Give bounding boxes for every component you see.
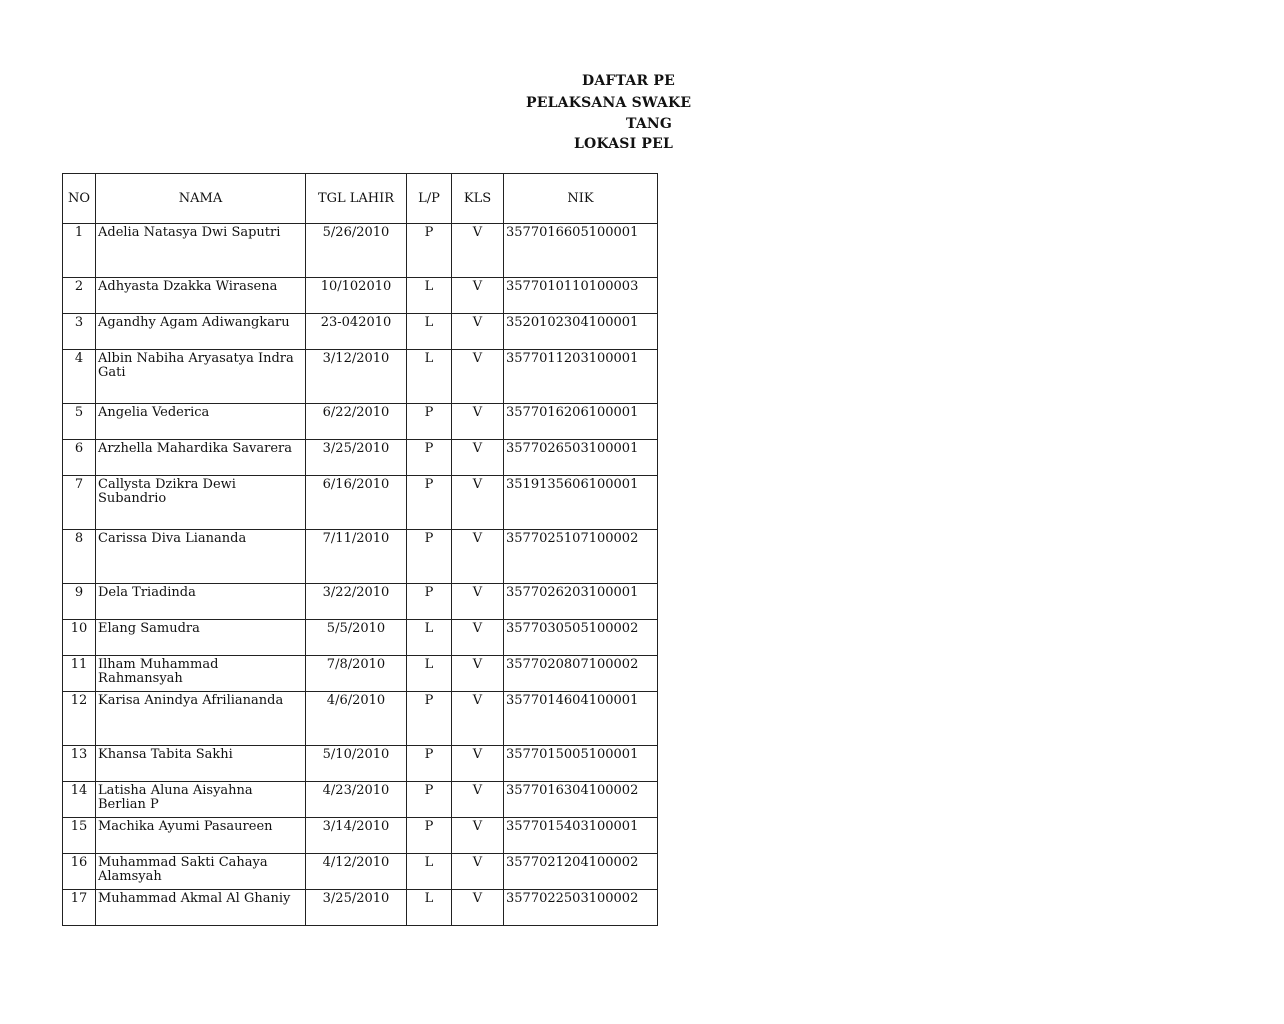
cell-lp: P [407,404,452,440]
cell-nik: 3577015403100001 [504,818,658,854]
table-row [63,620,658,656]
table-row [63,656,658,692]
cell-nik: 3577021204100002 [504,854,658,890]
cell-no: 5 [63,404,96,440]
cell-nik: 3577022503100002 [504,890,658,926]
cell-no: 14 [63,782,96,818]
cell-nama: Karisa Anindya Afriliananda [96,692,306,746]
cell-nik: 3577020807100002 [504,656,658,692]
cell-tgl-lahir: 6/16/2010 [306,476,407,530]
cell-tgl-lahir: 5/10/2010 [306,746,407,782]
table-row [63,692,658,746]
cell-tgl-lahir: 7/8/2010 [306,656,407,692]
cell-nik: 3577014604100001 [504,692,658,746]
table-row [63,782,658,818]
cell-nama: Carissa Diva Liananda [96,530,306,584]
cell-nama: Elang Samudra [96,620,306,656]
column-header-nik: NIK [504,174,658,224]
cell-no: 1 [63,224,96,278]
cell-tgl-lahir: 4/23/2010 [306,782,407,818]
cell-lp: P [407,692,452,746]
cell-kls: V [452,656,504,692]
column-header-lp: L/P [407,174,452,224]
cell-no: 3 [63,314,96,350]
cell-lp: L [407,890,452,926]
header-title-line-3: TANG [626,116,673,132]
table-row [63,530,658,584]
cell-tgl-lahir: 6/22/2010 [306,404,407,440]
cell-no: 15 [63,818,96,854]
table-row [63,854,658,890]
cell-nama: Khansa Tabita Sakhi [96,746,306,782]
cell-nik: 3577010110100003 [504,278,658,314]
cell-nama: Muhammad Akmal Al Ghaniy [96,890,306,926]
cell-lp: P [407,818,452,854]
cell-tgl-lahir: 23-042010 [306,314,407,350]
cell-nik: 3577030505100002 [504,620,658,656]
header-title-line-4: LOKASI PEL [574,136,674,152]
cell-nama: Callysta Dzikra Dewi Subandrio [96,476,306,530]
cell-tgl-lahir: 4/6/2010 [306,692,407,746]
cell-no: 4 [63,350,96,404]
cell-nama: Adhyasta Dzakka Wirasena [96,278,306,314]
cell-kls: V [452,350,504,404]
cell-nama: Machika Ayumi Pasaureen [96,818,306,854]
cell-kls: V [452,584,504,620]
cell-tgl-lahir: 7/11/2010 [306,530,407,584]
table-row [63,404,658,440]
table-row [63,350,658,404]
cell-no: 8 [63,530,96,584]
cell-lp: P [407,530,452,584]
cell-nama: Ilham Muhammad Rahmansyah [96,656,306,692]
cell-no: 17 [63,890,96,926]
cell-no: 7 [63,476,96,530]
cell-kls: V [452,818,504,854]
cell-nama: Agandhy Agam Adiwangkaru [96,314,306,350]
column-header-nama: NAMA [96,174,306,224]
cell-nama: Albin Nabiha Aryasatya Indra Gati [96,350,306,404]
table-row [63,278,658,314]
cell-lp: P [407,224,452,278]
cell-lp: L [407,620,452,656]
cell-kls: V [452,224,504,278]
cell-lp: L [407,350,452,404]
column-header-tgl-lahir: TGL LAHIR [306,174,407,224]
cell-no: 6 [63,440,96,476]
table-row [63,314,658,350]
student-list-table [62,173,658,926]
column-header-kls: KLS [452,174,504,224]
cell-nama: Muhammad Sakti Cahaya Alamsyah [96,854,306,890]
cell-tgl-lahir: 4/12/2010 [306,854,407,890]
cell-tgl-lahir: 5/26/2010 [306,224,407,278]
cell-no: 9 [63,584,96,620]
cell-tgl-lahir: 3/14/2010 [306,818,407,854]
cell-nik: 3577026203100001 [504,584,658,620]
cell-nama: Dela Triadinda [96,584,306,620]
cell-nik: 3577016206100001 [504,404,658,440]
table-row [63,224,658,278]
cell-lp: P [407,584,452,620]
column-header-no: NO [63,174,96,224]
cell-nik: 3519135606100001 [504,476,658,530]
cell-kls: V [452,530,504,584]
table-row [63,440,658,476]
cell-nik: 3577026503100001 [504,440,658,476]
cell-kls: V [452,692,504,746]
table-header-row [63,174,658,224]
cell-lp: P [407,782,452,818]
cell-tgl-lahir: 3/22/2010 [306,584,407,620]
cell-kls: V [452,782,504,818]
cell-nik: 3577016304100002 [504,782,658,818]
cell-no: 13 [63,746,96,782]
cell-nama: Angelia Vederica [96,404,306,440]
cell-kls: V [452,476,504,530]
cell-kls: V [452,278,504,314]
cell-lp: P [407,440,452,476]
cell-no: 12 [63,692,96,746]
header-title-line-2: PELAKSANA SWAKE [526,95,692,111]
cell-tgl-lahir: 5/5/2010 [306,620,407,656]
cell-tgl-lahir: 3/25/2010 [306,440,407,476]
header-title-line-1: DAFTAR PE [582,73,675,89]
cell-lp: L [407,656,452,692]
table-row [63,818,658,854]
cell-lp: P [407,746,452,782]
table-row [63,476,658,530]
cell-no: 11 [63,656,96,692]
cell-nik: 3577016605100001 [504,224,658,278]
cell-nama: Arzhella Mahardika Savarera [96,440,306,476]
cell-lp: L [407,314,452,350]
cell-lp: P [407,476,452,530]
cell-lp: L [407,854,452,890]
cell-kls: V [452,854,504,890]
cell-kls: V [452,746,504,782]
cell-kls: V [452,620,504,656]
cell-nik: 3577011203100001 [504,350,658,404]
cell-tgl-lahir: 3/12/2010 [306,350,407,404]
cell-lp: L [407,278,452,314]
cell-kls: V [452,440,504,476]
cell-nik: 3520102304100001 [504,314,658,350]
cell-nama: Latisha Aluna Aisyahna Berlian P [96,782,306,818]
cell-no: 2 [63,278,96,314]
table-row [63,890,658,926]
cell-no: 10 [63,620,96,656]
cell-tgl-lahir: 10/102010 [306,278,407,314]
cell-nik: 3577015005100001 [504,746,658,782]
cell-tgl-lahir: 3/25/2010 [306,890,407,926]
cell-kls: V [452,404,504,440]
table-row [63,584,658,620]
cell-nama: Adelia Natasya Dwi Saputri [96,224,306,278]
cell-kls: V [452,890,504,926]
cell-no: 16 [63,854,96,890]
cell-nik: 3577025107100002 [504,530,658,584]
cell-kls: V [452,314,504,350]
table-row [63,746,658,782]
